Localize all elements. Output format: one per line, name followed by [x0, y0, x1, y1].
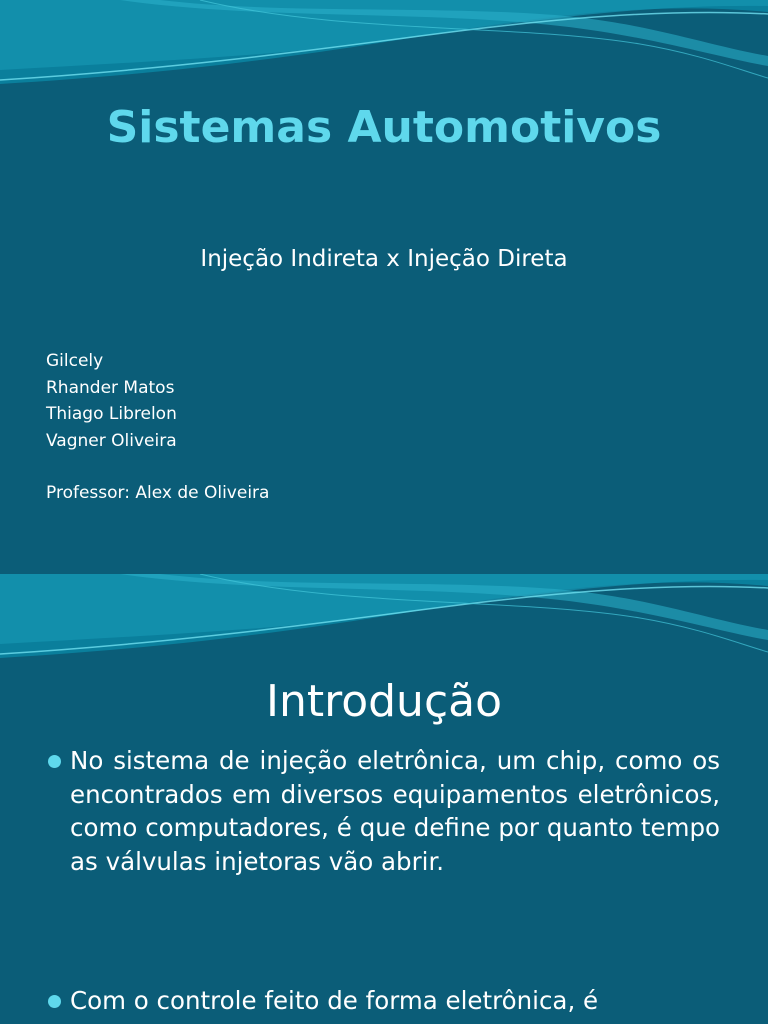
- author-name: Vagner Oliveira: [46, 430, 177, 451]
- slide-heading: Introdução: [265, 676, 503, 727]
- slide-introduction: [0, 574, 768, 1024]
- author-name: Rhander Matos: [46, 377, 175, 398]
- wave-header-decoration: [0, 574, 768, 674]
- bullet-text: No sistema de injeção eletrônica, um chip, como os encontrados em diversos equipamentos eletrônicos, como computadores, é que define por quanto tempo as válvulas injetoras vão abrir.: [70, 746, 720, 876]
- slide-subtitle: Injeção Indireta x Injeção Direta: [200, 246, 568, 272]
- bullet-dot-icon: [48, 755, 61, 768]
- author-name: Gilcely: [46, 351, 104, 371]
- bullet-dot-icon: [48, 995, 61, 1008]
- slide-title-heading: Sistemas Automotivos: [106, 102, 662, 153]
- bullet-text: Com o controle feito de forma eletrônica, é: [70, 986, 599, 1015]
- authors-list: [46, 348, 177, 454]
- professor-name: Professor: Alex de Oliveira: [46, 483, 270, 503]
- bullet-item: [48, 744, 720, 878]
- wave-header-decoration: [0, 0, 768, 100]
- author-name: Thiago Librelon: [46, 404, 177, 424]
- bullet-item: [48, 984, 720, 1018]
